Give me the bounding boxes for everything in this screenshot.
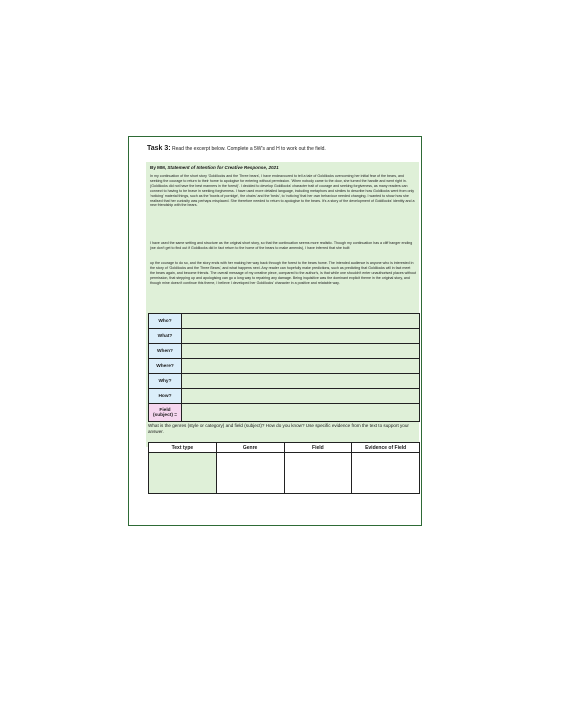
who-answer-cell[interactable] <box>182 314 420 329</box>
evidence-cell[interactable] <box>352 453 420 494</box>
table-row <box>149 329 420 344</box>
table-row <box>149 374 420 389</box>
what-label: What? <box>149 329 182 344</box>
who-label: Who? <box>149 314 182 329</box>
excerpt-paragraph-1: In my continuation of the short story 'Goldilocks and the Three bears', I have endeavoured to tell a tale of Goldilocks overcoming her initial fear of the bears, and seeking the courage to return to their home to apologise for entering without permission. 'When nobody came to the door, she turned the handle and went right in. (Goldilocks did not have the best manners in the forest)'. I decided to develop Goldilocks' character trait of courage and seeking forgiveness, as many readers can connect to having to be brave in seeking forgiveness. I have used more detailed language, including metaphors and similes to describe how Goldilocks went from only 'noticing' material things, such as the 'bowls of porridge', the chairs' and the 'beds', to 'noticing' that her own behaviour needed changing. I wanted to show how she realised that her curiosity was perhaps misplaced. She therefore needed to return to apologise to the bears. It's a story of the development of Goldilocks' identity and a new friendship with the bears. <box>150 174 415 208</box>
why-answer-cell[interactable] <box>182 374 420 389</box>
where-label: Where? <box>149 359 182 374</box>
field-cell[interactable] <box>284 453 352 494</box>
where-answer-cell[interactable] <box>182 359 420 374</box>
text-type-table <box>148 442 420 494</box>
table-row <box>149 359 420 374</box>
five-w-table <box>148 313 420 422</box>
when-answer-cell[interactable] <box>182 344 420 359</box>
table-row <box>149 314 420 329</box>
table-row <box>149 344 420 359</box>
excerpt-paragraph-3: up the courage to do so, and the story ends with her making her way back through the forest to the bears home. The intended audience is anyone who is interested in the story of 'Goldilocks and the Three Bears', and what happens next. Any reader can hopefully make predictions, such as predicting that Goldilocks will in fact meet the bears again, and become friends. The overall message of my creative piece, compared to the author's, is that while one shouldn't enter unauthorised places without permission, that stepping up and apologising can go a long way to repairing any damage. Being inquisitive was the dominant explicit theme in the original story, and though mine doesn't continue this theme, I believe I developed her Goldilocks' character in a positive and relatable way. <box>150 261 416 285</box>
field-label-line2: (subject) = <box>152 412 178 418</box>
what-answer-cell[interactable] <box>182 329 420 344</box>
byline-prefix: By MM, <box>150 165 168 170</box>
table-row <box>149 404 420 422</box>
header-text-type: Text type <box>149 443 217 453</box>
table-header-row <box>149 443 420 453</box>
how-answer-cell[interactable] <box>182 389 420 404</box>
table-row <box>149 389 420 404</box>
why-label: Why? <box>149 374 182 389</box>
task-heading <box>147 146 326 152</box>
table-row <box>149 453 420 494</box>
header-field: Field <box>284 443 352 453</box>
header-evidence-of-field: Evidence of Field <box>352 443 420 453</box>
task-label: Task 3: <box>147 145 171 152</box>
field-label-line1: Field <box>159 407 171 413</box>
text-type-cell[interactable] <box>149 453 217 494</box>
field-label <box>149 404 182 422</box>
header-genre: Genre <box>216 443 284 453</box>
byline-title: Statement of Intention for Creative Response, 2021 <box>167 165 279 170</box>
how-label: How? <box>149 389 182 404</box>
field-answer-cell[interactable] <box>182 404 420 422</box>
genre-field-question: What is the genres (style or category) and field (subject)? How do you know? Use specific evidence from the text to support your answer. <box>148 423 409 434</box>
genre-cell[interactable] <box>216 453 284 494</box>
when-label: When? <box>149 344 182 359</box>
excerpt-byline <box>150 165 279 170</box>
excerpt-paragraph-2: I have used the same setting and structure as the original short story, so that the continuation seems more realistic. Though my continuation has a cliff hanger ending (we don't get to find out if Goldilocks did in fact return to the home of the bears to make amends), I have inferred that she built <box>150 241 413 250</box>
task-instruction: Read the excerpt below. Complete a 5W's and H to work out the field. <box>172 146 326 152</box>
worksheet-page <box>128 136 422 526</box>
